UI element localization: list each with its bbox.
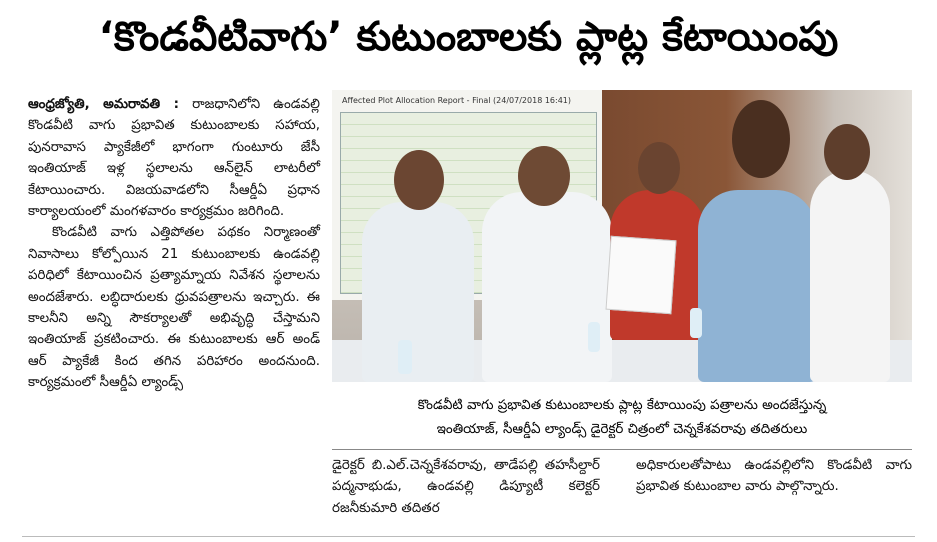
water-bottle-1 — [398, 340, 412, 374]
person-center — [482, 192, 612, 382]
article-continuation-mid — [332, 455, 600, 521]
article-body — [28, 94, 320, 522]
person-left — [362, 202, 474, 382]
article-continuation-right — [636, 455, 912, 521]
dateline: ఆంధ్రజ్యోతి, అమరావతి : — [28, 97, 179, 112]
person-woman-head — [638, 142, 680, 194]
caption-line-1: కొండవీటి వాగు ప్రభావిత కుటుంబాలకు ప్లాట్ల కేటాయింపు పత్రాలను అందజేస్తున్న — [417, 398, 827, 413]
water-bottle-2 — [588, 322, 600, 352]
paragraph-1-text: రాజధానిలోని ఉండవల్లి కొండవీటి వాగు ప్రభావిత కుటుంబాలకు సహాయ, పునరావాస ప్యాకేజీలో భాగంగా గుంటూరు జేసీ ఇంతియాజ్ ఇళ్ల స్థలాలను ఆన్‌లైన్ లాటరీలో కేటాయించారు. విజయవాడలోని సీఆర్డీఏ ప్రధాన కార్యాలయంలో మంగళవారం కార్యక్రమం జరిగింది. — [28, 97, 320, 220]
person-center-head — [518, 146, 570, 206]
person-right — [810, 170, 890, 382]
person-recipient — [698, 190, 816, 382]
headline: ‘కొండవీటివాగు’ కుటుంబాలకు ప్లాట్ల కేటాయింపు — [98, 14, 839, 60]
photo-caption — [332, 394, 912, 446]
article-paragraph-1 — [28, 94, 320, 222]
continuation-mid-text: డైరెక్టర్ బి.ఎల్.చెన్నకేశవరావు, తాడేపల్లి తహసీల్దార్ పద్మనాభుడు, ఉండవల్లి డిప్యూటీ కలెక్టర్ రజనీకుమారి తదితర — [332, 458, 600, 516]
article-paragraph-2: కొండవీటి వాగు ఎత్తిపోతల పథకం నిర్మాణంతో నివాసాలు కోల్పోయిన 21 కుటుంబాలకు ఉండవల్లి పరిధిలో కేటాయించిన ప్రత్యామ్నాయ నివేశన స్థలాలను అందజేశారు. లబ్ధిదారులకు ధ్రువపత్రాలను ఇచ్చారు. ఈ కాలనీని అన్ని సౌకర్యాలతో అభివృద్ధి చేస్తామని ఇంతియాజ్ ప్రకటించారు. ఈ కుటుంబాలకు ఆర్ అండ్ ఆర్ ప్యాకేజీ కింద తగిన పరిహారం అందనుంది. కార్యక్రమంలో సీఆర్డీఏ ల్యాండ్స్ — [28, 225, 320, 391]
certificate-paper — [605, 236, 676, 314]
screen-report-title: Affected Plot Allocation Report - Final (24/07/2018 16:41) — [342, 96, 572, 105]
caption-divider — [332, 449, 912, 450]
caption-line-2: ఇంతియాజ్, సీఆర్డీఏ ల్యాండ్స్ డైరెక్టర్ చిత్రంలో చెన్నకేశవరావు తదితరులు — [436, 422, 808, 437]
person-left-head — [394, 150, 444, 210]
water-bottle-3 — [690, 308, 702, 338]
continuation-right-text: అధికారులతోపాటు ఉండవల్లిలోని కొండవీటి వాగు ప్రభావిత కుటుంబాల వారు పాల్గొన్నారు. — [636, 458, 912, 495]
news-photo — [332, 90, 912, 382]
person-recipient-head — [732, 100, 790, 178]
bottom-divider — [22, 536, 915, 537]
person-right-head — [824, 124, 870, 180]
